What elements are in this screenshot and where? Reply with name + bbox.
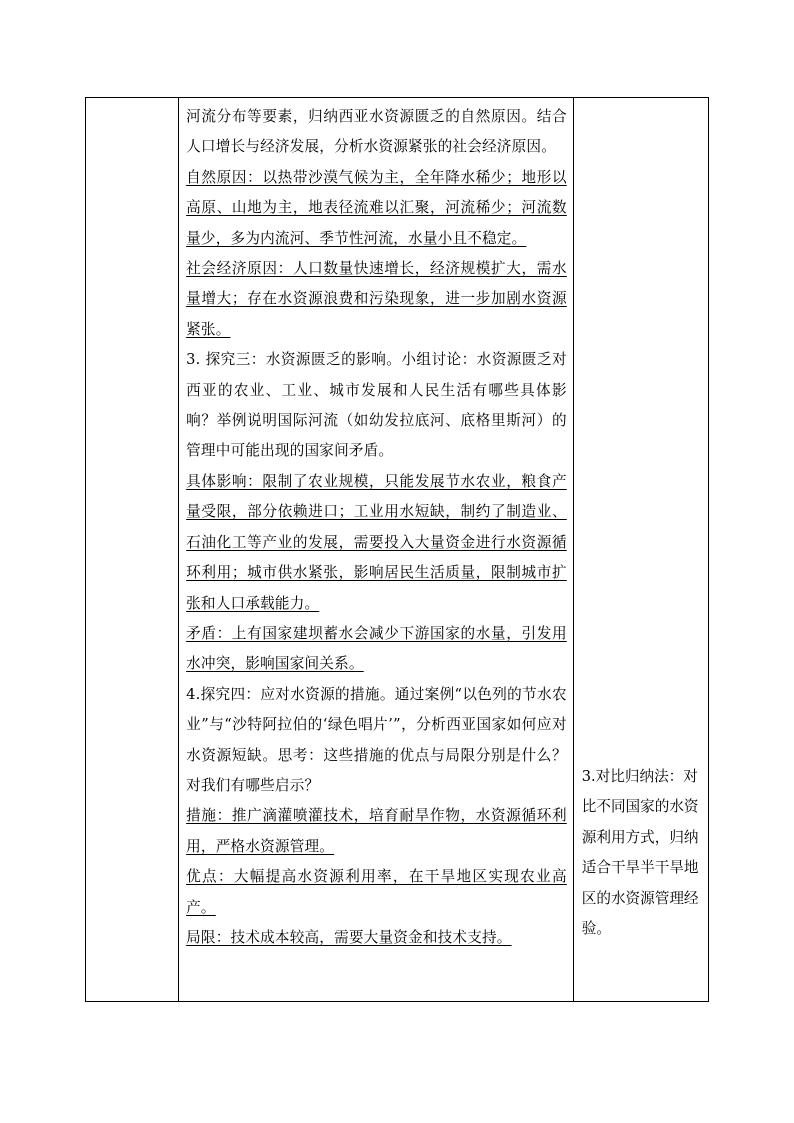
answer-contradictions: 矛盾：上有国家建坝蓄水会减少下游国家的水量，引发用水冲突，影响国家间关系。 — [186, 624, 567, 673]
answer-natural-causes: 自然原因：以热带沙漠气候为主，全年降水稀少；地形以高原、山地为主，地表径流难以汇聚，河流稀少；河流数量少，多为内流河、季节性河流，水量小且不稳定。 — [186, 168, 567, 247]
activity-content — [179, 98, 573, 953]
paragraph-text: 河流分布等要素，归纳西亚水资源匮乏的自然原因。结合人口增长与经济发展，分析水资源紧张的社会经济原因。 — [186, 108, 567, 156]
answer-socioeconomic-causes: 社会经济原因：人口数量快速增长，经济规模扩大，需水量增大；存在水资源浪费和污染现象，进一步加剧水资源紧张。 — [186, 260, 567, 338]
activity-cell — [179, 98, 574, 1002]
inquiry-three: 3. 探究三：水资源匮乏的影响。小组讨论：水资源匮乏对西亚的农业、工业、城市发展和人民生活有哪些具体影响？举例说明国际河流（如幼发拉底河、底格里斯河）的管理中可能出现的国家间矛盾。 — [186, 351, 567, 460]
answer-advantages: 优点：大幅提高水资源利用率，在干旱地区实现农业高产。 — [186, 868, 567, 916]
inquiry-four: 4.探究四：应对水资源的措施。通过案例“以色列的节水农业”与“沙特阿拉伯的‘绿色唱片’”，分析西亚国家如何应对水资源短缺。思考：这些措施的优点与局限分别是什么？对我们有哪些启示？ — [186, 685, 567, 794]
lesson-plan-table — [85, 97, 709, 1002]
answer-limitations: 局限：技术成本较高，需要大量资金和技术支持。 — [186, 928, 512, 946]
answer-specific-impacts: 具体影响：限制了农业规模，只能发展节水农业，粮食产量受限，部分依赖进口；工业用水短缺，制约了制造业、石油化工等产业的发展，需要投入大量资金进行水资源循环利用；城市供水紧张，影响居民生活质量，限制城市扩张和人口承载能力。 — [186, 472, 567, 612]
table-row — [86, 98, 709, 1002]
answer-measures: 措施：推广滴灌喷灌技术，培育耐旱作物，水资源循环利用，严格水资源管理。 — [186, 807, 567, 855]
method-cell — [573, 98, 708, 1002]
method-text: 3.对比归纳法：对比不同国家的水资源利用方式，归纳适合干旱半干旱地区的水资源管理经验。 — [581, 768, 699, 938]
stage-cell — [86, 98, 179, 1002]
method-content — [574, 762, 708, 944]
